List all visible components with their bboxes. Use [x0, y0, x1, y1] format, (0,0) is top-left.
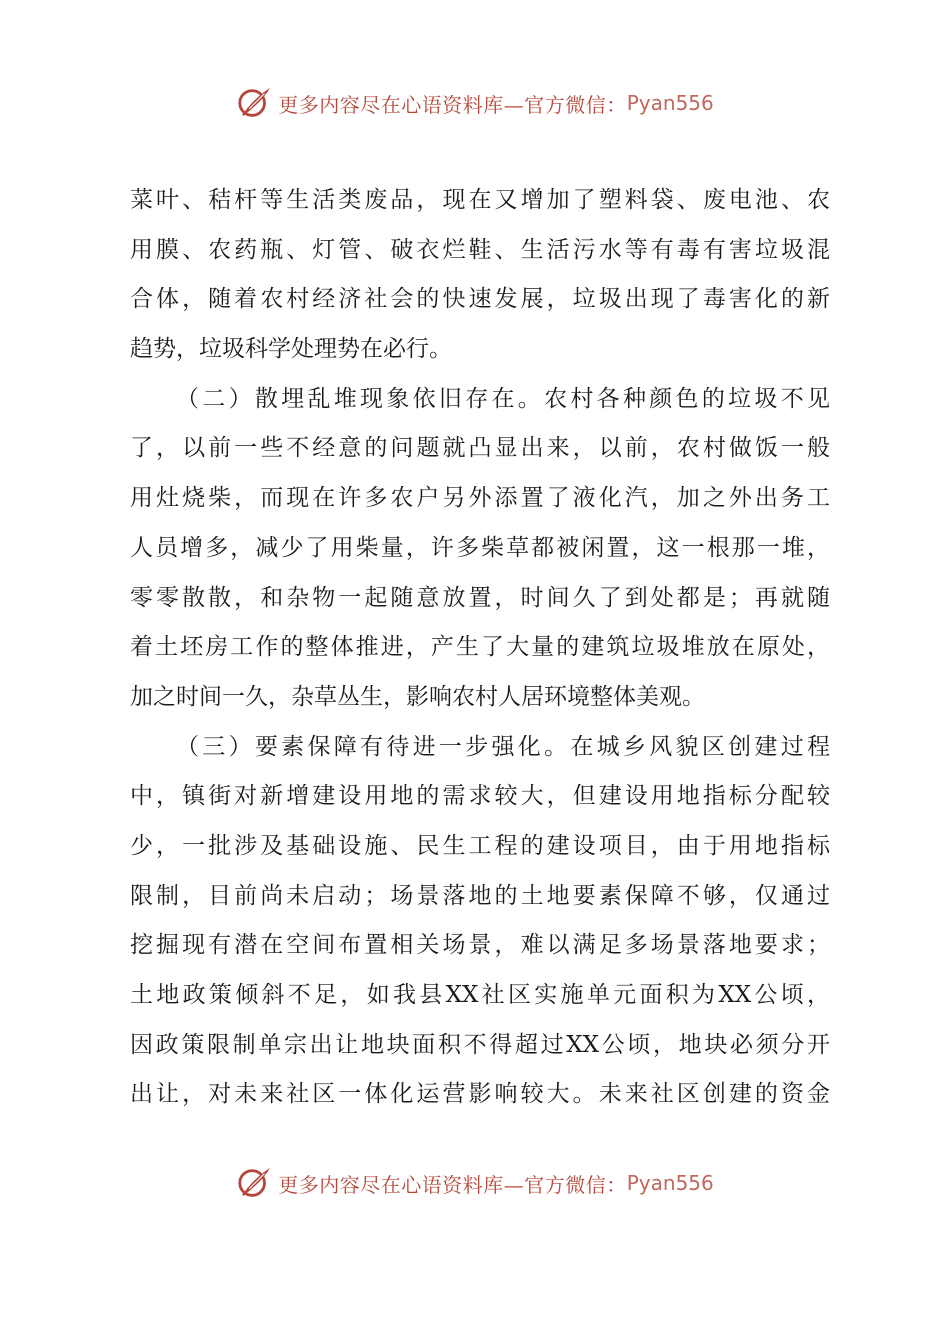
- body-line: 挖掘现有潜在空间布置相关场景，难以满足多场景落地要求；: [130, 932, 830, 959]
- body-line: 出让，对未来社区一体化运营影响较大。未来社区创建的资金: [130, 1081, 830, 1108]
- body-line: 加之时间一久，杂草丛生，影响农村人居环境整体美观。: [130, 683, 705, 710]
- body-line: 中，镇街对新增建设用地的需求较大，但建设用地指标分配较: [130, 783, 830, 810]
- section-heading-line: （二）散埋乱堆现象依旧存在。农村各种颜色的垃圾不见: [176, 385, 830, 412]
- footer-banner: [0, 1163, 950, 1203]
- body-line: 零零散散，和杂物一起随意放置，时间久了到处都是；再就随: [130, 584, 830, 611]
- footer-wechat-id: Pyan556: [626, 1171, 714, 1195]
- body-line: 限制，目前尚未启动；场景落地的土地要素保障不够，仅通过: [130, 882, 830, 909]
- body-line: 菜叶、秸杆等生活类废品，现在又增加了塑料袋、废电池、农: [130, 187, 830, 213]
- body-line: 因政策限制单宗出让地块面积不得超过XX公顷，地块必须分开: [130, 1031, 830, 1058]
- body-line: 着土坯房工作的整体推进，产生了大量的建筑垃圾堆放在原处，: [130, 634, 830, 661]
- document-body: [130, 176, 830, 1120]
- body-line: 用膜、农药瓶、灯管、破衣烂鞋、生活污水等有毒有害垃圾混: [130, 236, 830, 263]
- section-heading-line: （三）要素保障有待进一步强化。在城乡风貌区创建过程: [176, 733, 830, 760]
- header-banner-text: 更多内容尽在心语资料库—官方微信：: [278, 92, 627, 117]
- header-wechat-id: Pyan556: [626, 91, 714, 115]
- quill-logo-icon: [236, 1164, 274, 1202]
- body-line: 人员增多，减少了用柴量，许多柴草都被闲置，这一根那一堆，: [130, 534, 830, 561]
- body-line: 少，一批涉及基础设施、民生工程的建设项目，由于用地指标: [130, 832, 830, 859]
- body-line: 用灶烧柴，而现在许多农户另外添置了液化汽，加之外出务工: [130, 485, 830, 512]
- body-line: 土地政策倾斜不足，如我县XX社区实施单元面积为XX公顷，: [130, 982, 830, 1008]
- body-line: 了，以前一些不经意的问题就凸显出来，以前，农村做饭一般: [130, 435, 830, 462]
- body-line: 趋势，垃圾科学处理势在必行。: [130, 336, 452, 363]
- body-line: 合体，随着农村经济社会的快速发展，垃圾出现了毒害化的新: [130, 286, 830, 313]
- quill-logo-icon: [236, 84, 274, 122]
- header-banner: [0, 83, 950, 123]
- footer-banner-text: 更多内容尽在心语资料库—官方微信：: [278, 1172, 627, 1197]
